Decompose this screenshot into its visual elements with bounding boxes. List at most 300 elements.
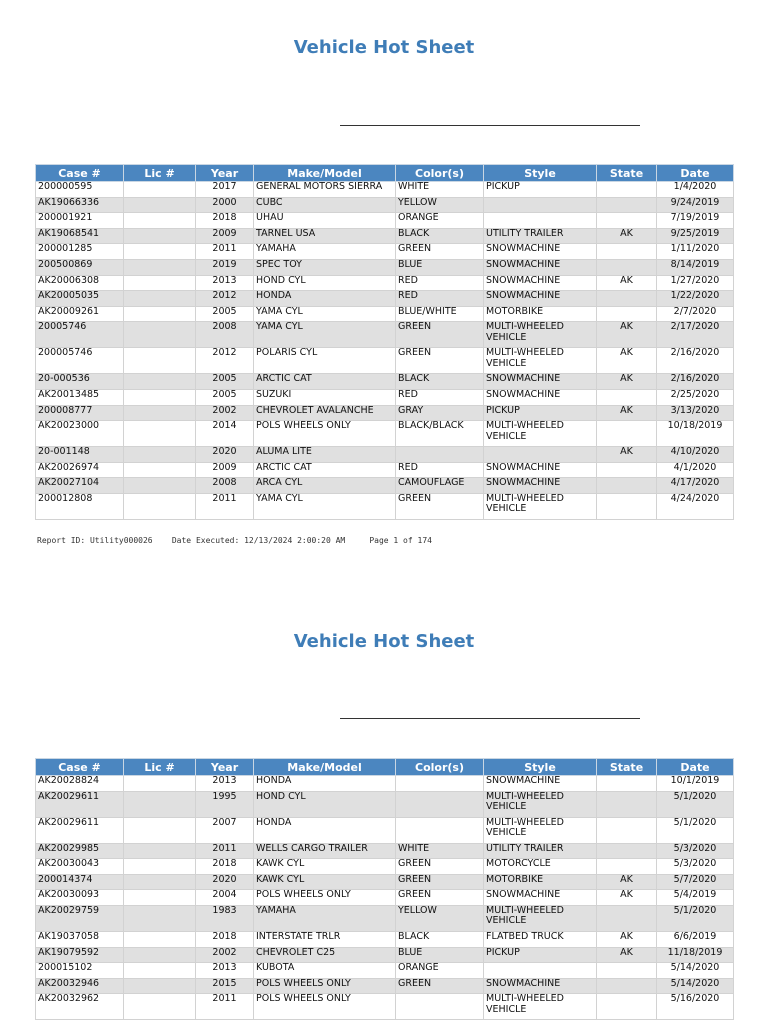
date-cell: 8/14/2019 [657,259,734,275]
color-cell: WHITE [396,843,484,859]
make-model-cell: HONDA [254,291,396,307]
style-cell: UTILITY TRAILER [484,228,597,244]
year-cell: 1995 [196,791,254,817]
date-cell: 9/24/2019 [657,197,734,213]
date-cell: 4/10/2020 [657,447,734,463]
color-cell [396,791,484,817]
state-cell [597,291,657,307]
report-footer: Report ID: Utility000026 Date Executed: 12/13/2024 2:00:20 AM Page 1 of 174 [37,536,432,545]
style-cell: MOTORCYCLE [484,859,597,875]
column-header: Date [657,759,734,776]
color-cell [396,817,484,843]
state-cell [597,306,657,322]
license-cell [124,817,196,843]
style-cell: MOTORBIKE [484,874,597,890]
date-cell: 2/17/2020 [657,322,734,348]
case-number-cell: 200005746 [36,348,124,374]
license-cell [124,931,196,947]
case-number-cell: AK19037058 [36,931,124,947]
column-header: Make/Model [254,165,396,182]
style-cell: SNOWMACHINE [484,259,597,275]
signature-line [340,718,640,719]
table-row [36,182,734,198]
report-title: Vehicle Hot Sheet [293,631,475,652]
column-header: Case # [36,759,124,776]
year-cell: 2008 [196,322,254,348]
date-cell: 2/16/2020 [657,374,734,390]
state-cell: AK [597,405,657,421]
style-cell: SNOWMACHINE [484,244,597,260]
license-cell [124,306,196,322]
table-row [36,275,734,291]
license-cell [124,776,196,792]
case-number-cell: AK20009261 [36,306,124,322]
column-header: Date [657,165,734,182]
style-cell: MULTI-WHEELED VEHICLE [484,348,597,374]
year-cell: 2009 [196,462,254,478]
case-number-cell: AK20013485 [36,389,124,405]
state-cell [597,791,657,817]
style-cell: MULTI-WHEELED VEHICLE [484,994,597,1020]
make-model-cell: UHAU [254,213,396,229]
style-cell: PICKUP [484,947,597,963]
date-cell: 9/25/2019 [657,228,734,244]
color-cell: BLUE [396,947,484,963]
state-cell [597,244,657,260]
year-cell: 2004 [196,890,254,906]
style-cell: MULTI-WHEELED VEHICLE [484,905,597,931]
license-cell [124,791,196,817]
year-cell: 2020 [196,874,254,890]
date-cell: 5/7/2020 [657,874,734,890]
case-number-cell: AK20032946 [36,978,124,994]
make-model-cell: POLS WHEELS ONLY [254,994,396,1020]
license-cell [124,478,196,494]
date-cell: 1/4/2020 [657,182,734,198]
license-cell [124,843,196,859]
state-cell: AK [597,890,657,906]
license-cell [124,421,196,447]
table-row [36,931,734,947]
state-cell: AK [597,374,657,390]
color-cell [396,447,484,463]
table-row [36,874,734,890]
column-header: Case # [36,165,124,182]
color-cell: GREEN [396,348,484,374]
date-cell: 4/24/2020 [657,493,734,519]
make-model-cell: KAWK CYL [254,859,396,875]
date-cell: 10/18/2019 [657,421,734,447]
case-number-cell: AK20029759 [36,905,124,931]
vehicle-table [35,758,734,1020]
state-cell: AK [597,874,657,890]
license-cell [124,197,196,213]
license-cell [124,389,196,405]
year-cell: 2011 [196,244,254,260]
date-cell: 2/7/2020 [657,306,734,322]
state-cell [597,462,657,478]
make-model-cell: ALUMA LITE [254,447,396,463]
color-cell: GREEN [396,493,484,519]
date-cell: 1/27/2020 [657,275,734,291]
year-cell: 2011 [196,493,254,519]
color-cell: BLUE [396,259,484,275]
case-number-cell: 200001285 [36,244,124,260]
case-number-cell: 200012808 [36,493,124,519]
make-model-cell: GENERAL MOTORS SIERRA [254,182,396,198]
license-cell [124,244,196,260]
column-header: Year [196,759,254,776]
state-cell [597,843,657,859]
column-header: State [597,759,657,776]
color-cell: GREEN [396,890,484,906]
year-cell: 2013 [196,963,254,979]
style-cell [484,447,597,463]
case-number-cell: AK20029611 [36,817,124,843]
date-cell: 4/1/2020 [657,462,734,478]
license-cell [124,978,196,994]
year-cell: 2015 [196,978,254,994]
style-cell: SNOWMACHINE [484,978,597,994]
make-model-cell: KAWK CYL [254,874,396,890]
state-cell [597,259,657,275]
table-row [36,776,734,792]
style-cell: PICKUP [484,405,597,421]
state-cell [597,421,657,447]
table-row [36,843,734,859]
state-cell: AK [597,348,657,374]
table-row [36,905,734,931]
state-cell [597,776,657,792]
case-number-cell: AK20030043 [36,859,124,875]
column-header: Make/Model [254,759,396,776]
state-cell [597,859,657,875]
color-cell: BLACK [396,374,484,390]
date-cell: 10/1/2019 [657,776,734,792]
column-header: Style [484,759,597,776]
date-cell: 5/1/2020 [657,905,734,931]
style-cell: SNOWMACHINE [484,890,597,906]
table-row [36,306,734,322]
make-model-cell: HONDA [254,817,396,843]
state-cell: AK [597,447,657,463]
color-cell: GREEN [396,322,484,348]
license-cell [124,275,196,291]
color-cell [396,994,484,1020]
make-model-cell: SUZUKI [254,389,396,405]
table-row [36,817,734,843]
date-cell: 5/3/2020 [657,859,734,875]
date-cell: 1/11/2020 [657,244,734,260]
case-number-cell: 20-001148 [36,447,124,463]
style-cell: MULTI-WHEELED VEHICLE [484,493,597,519]
make-model-cell: ARCTIC CAT [254,462,396,478]
case-number-cell: AK20026974 [36,462,124,478]
table-row [36,447,734,463]
column-header: Lic # [124,165,196,182]
case-number-cell: AK20029985 [36,843,124,859]
make-model-cell: POLS WHEELS ONLY [254,978,396,994]
year-cell: 2018 [196,931,254,947]
table-row [36,291,734,307]
license-cell [124,405,196,421]
make-model-cell: CHEVROLET AVALANCHE [254,405,396,421]
state-cell: AK [597,931,657,947]
state-cell [597,493,657,519]
color-cell [396,776,484,792]
license-cell [124,447,196,463]
year-cell: 2012 [196,348,254,374]
license-cell [124,905,196,931]
date-cell: 5/14/2020 [657,963,734,979]
table-row [36,994,734,1020]
case-number-cell: AK20005035 [36,291,124,307]
year-cell: 2002 [196,947,254,963]
license-cell [124,874,196,890]
date-cell: 5/1/2020 [657,817,734,843]
case-number-cell: 200001921 [36,213,124,229]
license-cell [124,348,196,374]
make-model-cell: ARCTIC CAT [254,374,396,390]
column-header: Color(s) [396,165,484,182]
date-cell: 2/16/2020 [657,348,734,374]
year-cell: 2009 [196,228,254,244]
color-cell: RED [396,275,484,291]
table-header-row [36,165,734,182]
color-cell: GREEN [396,874,484,890]
make-model-cell: YAMA CYL [254,322,396,348]
case-number-cell: 20005746 [36,322,124,348]
table-header-row [36,759,734,776]
year-cell: 2013 [196,275,254,291]
table-row [36,859,734,875]
style-cell: FLATBED TRUCK [484,931,597,947]
color-cell: ORANGE [396,213,484,229]
year-cell: 2005 [196,389,254,405]
license-cell [124,963,196,979]
vehicle-table [35,164,734,520]
style-cell [484,963,597,979]
license-cell [124,890,196,906]
year-cell: 2005 [196,306,254,322]
state-cell [597,197,657,213]
state-cell: AK [597,275,657,291]
color-cell: RED [396,389,484,405]
color-cell: RED [396,291,484,307]
color-cell: GREEN [396,244,484,260]
state-cell [597,213,657,229]
year-cell: 2014 [196,421,254,447]
date-cell: 6/6/2019 [657,931,734,947]
column-header: State [597,165,657,182]
year-cell: 2008 [196,478,254,494]
year-cell: 2007 [196,817,254,843]
year-cell: 2018 [196,213,254,229]
color-cell: RED [396,462,484,478]
make-model-cell: SPEC TOY [254,259,396,275]
style-cell: SNOWMACHINE [484,291,597,307]
table-row [36,963,734,979]
style-cell: MULTI-WHEELED VEHICLE [484,791,597,817]
table-row [36,947,734,963]
date-cell: 5/3/2020 [657,843,734,859]
case-number-cell: 200000595 [36,182,124,198]
date-cell: 3/13/2020 [657,405,734,421]
year-cell: 2017 [196,182,254,198]
table-row [36,890,734,906]
date-cell: 5/4/2019 [657,890,734,906]
make-model-cell: POLS WHEELS ONLY [254,890,396,906]
state-cell: AK [597,947,657,963]
color-cell: BLUE/WHITE [396,306,484,322]
year-cell: 2012 [196,291,254,307]
case-number-cell: AK20029611 [36,791,124,817]
style-cell: SNOWMACHINE [484,275,597,291]
year-cell: 2013 [196,776,254,792]
table-row [36,374,734,390]
date-cell: 4/17/2020 [657,478,734,494]
column-header: Year [196,165,254,182]
table-row [36,244,734,260]
state-cell [597,978,657,994]
case-number-cell: AK20030093 [36,890,124,906]
license-cell [124,462,196,478]
style-cell: MULTI-WHEELED VEHICLE [484,817,597,843]
table-row [36,348,734,374]
style-cell: SNOWMACHINE [484,389,597,405]
license-cell [124,182,196,198]
make-model-cell: TARNEL USA [254,228,396,244]
year-cell: 2005 [196,374,254,390]
style-cell: PICKUP [484,182,597,198]
make-model-cell: POLS WHEELS ONLY [254,421,396,447]
license-cell [124,994,196,1020]
style-cell: SNOWMACHINE [484,374,597,390]
license-cell [124,947,196,963]
style-cell [484,213,597,229]
date-cell: 5/16/2020 [657,994,734,1020]
table-row [36,478,734,494]
date-cell: 5/14/2020 [657,978,734,994]
case-number-cell: 200014374 [36,874,124,890]
state-cell [597,817,657,843]
year-cell: 2019 [196,259,254,275]
color-cell: GREEN [396,978,484,994]
state-cell [597,389,657,405]
make-model-cell: YAMAHA [254,244,396,260]
table-row [36,421,734,447]
style-cell: SNOWMACHINE [484,462,597,478]
table-row [36,322,734,348]
make-model-cell: HONDA [254,776,396,792]
color-cell: BLACK [396,931,484,947]
table-row [36,213,734,229]
make-model-cell: POLARIS CYL [254,348,396,374]
date-cell: 5/1/2020 [657,791,734,817]
case-number-cell: 200500869 [36,259,124,275]
table-row [36,259,734,275]
date-cell: 1/22/2020 [657,291,734,307]
year-cell: 2002 [196,405,254,421]
style-cell: MOTORBIKE [484,306,597,322]
state-cell [597,182,657,198]
color-cell: ORANGE [396,963,484,979]
case-number-cell: 200008777 [36,405,124,421]
make-model-cell: WELLS CARGO TRAILER [254,843,396,859]
table-row [36,462,734,478]
table-row [36,389,734,405]
license-cell [124,291,196,307]
date-cell: 2/25/2020 [657,389,734,405]
year-cell: 1983 [196,905,254,931]
style-cell: SNOWMACHINE [484,478,597,494]
license-cell [124,493,196,519]
table-row [36,197,734,213]
table-row [36,493,734,519]
column-header: Color(s) [396,759,484,776]
case-number-cell: AK20006308 [36,275,124,291]
year-cell: 2018 [196,859,254,875]
make-model-cell: HOND CYL [254,275,396,291]
style-cell: MULTI-WHEELED VEHICLE [484,322,597,348]
style-cell [484,197,597,213]
color-cell: WHITE [396,182,484,198]
license-cell [124,213,196,229]
color-cell: CAMOUFLAGE [396,478,484,494]
year-cell: 2000 [196,197,254,213]
state-cell [597,994,657,1020]
case-number-cell: 200015102 [36,963,124,979]
make-model-cell: HOND CYL [254,791,396,817]
style-cell: UTILITY TRAILER [484,843,597,859]
license-cell [124,322,196,348]
date-cell: 11/18/2019 [657,947,734,963]
table-row [36,228,734,244]
color-cell: BLACK/BLACK [396,421,484,447]
state-cell [597,963,657,979]
color-cell: BLACK [396,228,484,244]
column-header: Lic # [124,759,196,776]
year-cell: 2011 [196,843,254,859]
state-cell [597,905,657,931]
case-number-cell: AK20023000 [36,421,124,447]
style-cell: SNOWMACHINE [484,776,597,792]
case-number-cell: AK19079592 [36,947,124,963]
state-cell: AK [597,322,657,348]
case-number-cell: AK20032962 [36,994,124,1020]
color-cell: YELLOW [396,197,484,213]
date-cell: 7/19/2019 [657,213,734,229]
make-model-cell: CUBC [254,197,396,213]
case-number-cell: 20-000536 [36,374,124,390]
license-cell [124,374,196,390]
make-model-cell: INTERSTATE TRLR [254,931,396,947]
table-row [36,405,734,421]
color-cell: GREEN [396,859,484,875]
signature-line [340,125,640,126]
style-cell: MULTI-WHEELED VEHICLE [484,421,597,447]
color-cell: YELLOW [396,905,484,931]
year-cell: 2011 [196,994,254,1020]
case-number-cell: AK20027104 [36,478,124,494]
case-number-cell: AK19066336 [36,197,124,213]
column-header: Style [484,165,597,182]
license-cell [124,259,196,275]
case-number-cell: AK19068541 [36,228,124,244]
license-cell [124,859,196,875]
report-title: Vehicle Hot Sheet [293,37,475,58]
make-model-cell: ARCA CYL [254,478,396,494]
